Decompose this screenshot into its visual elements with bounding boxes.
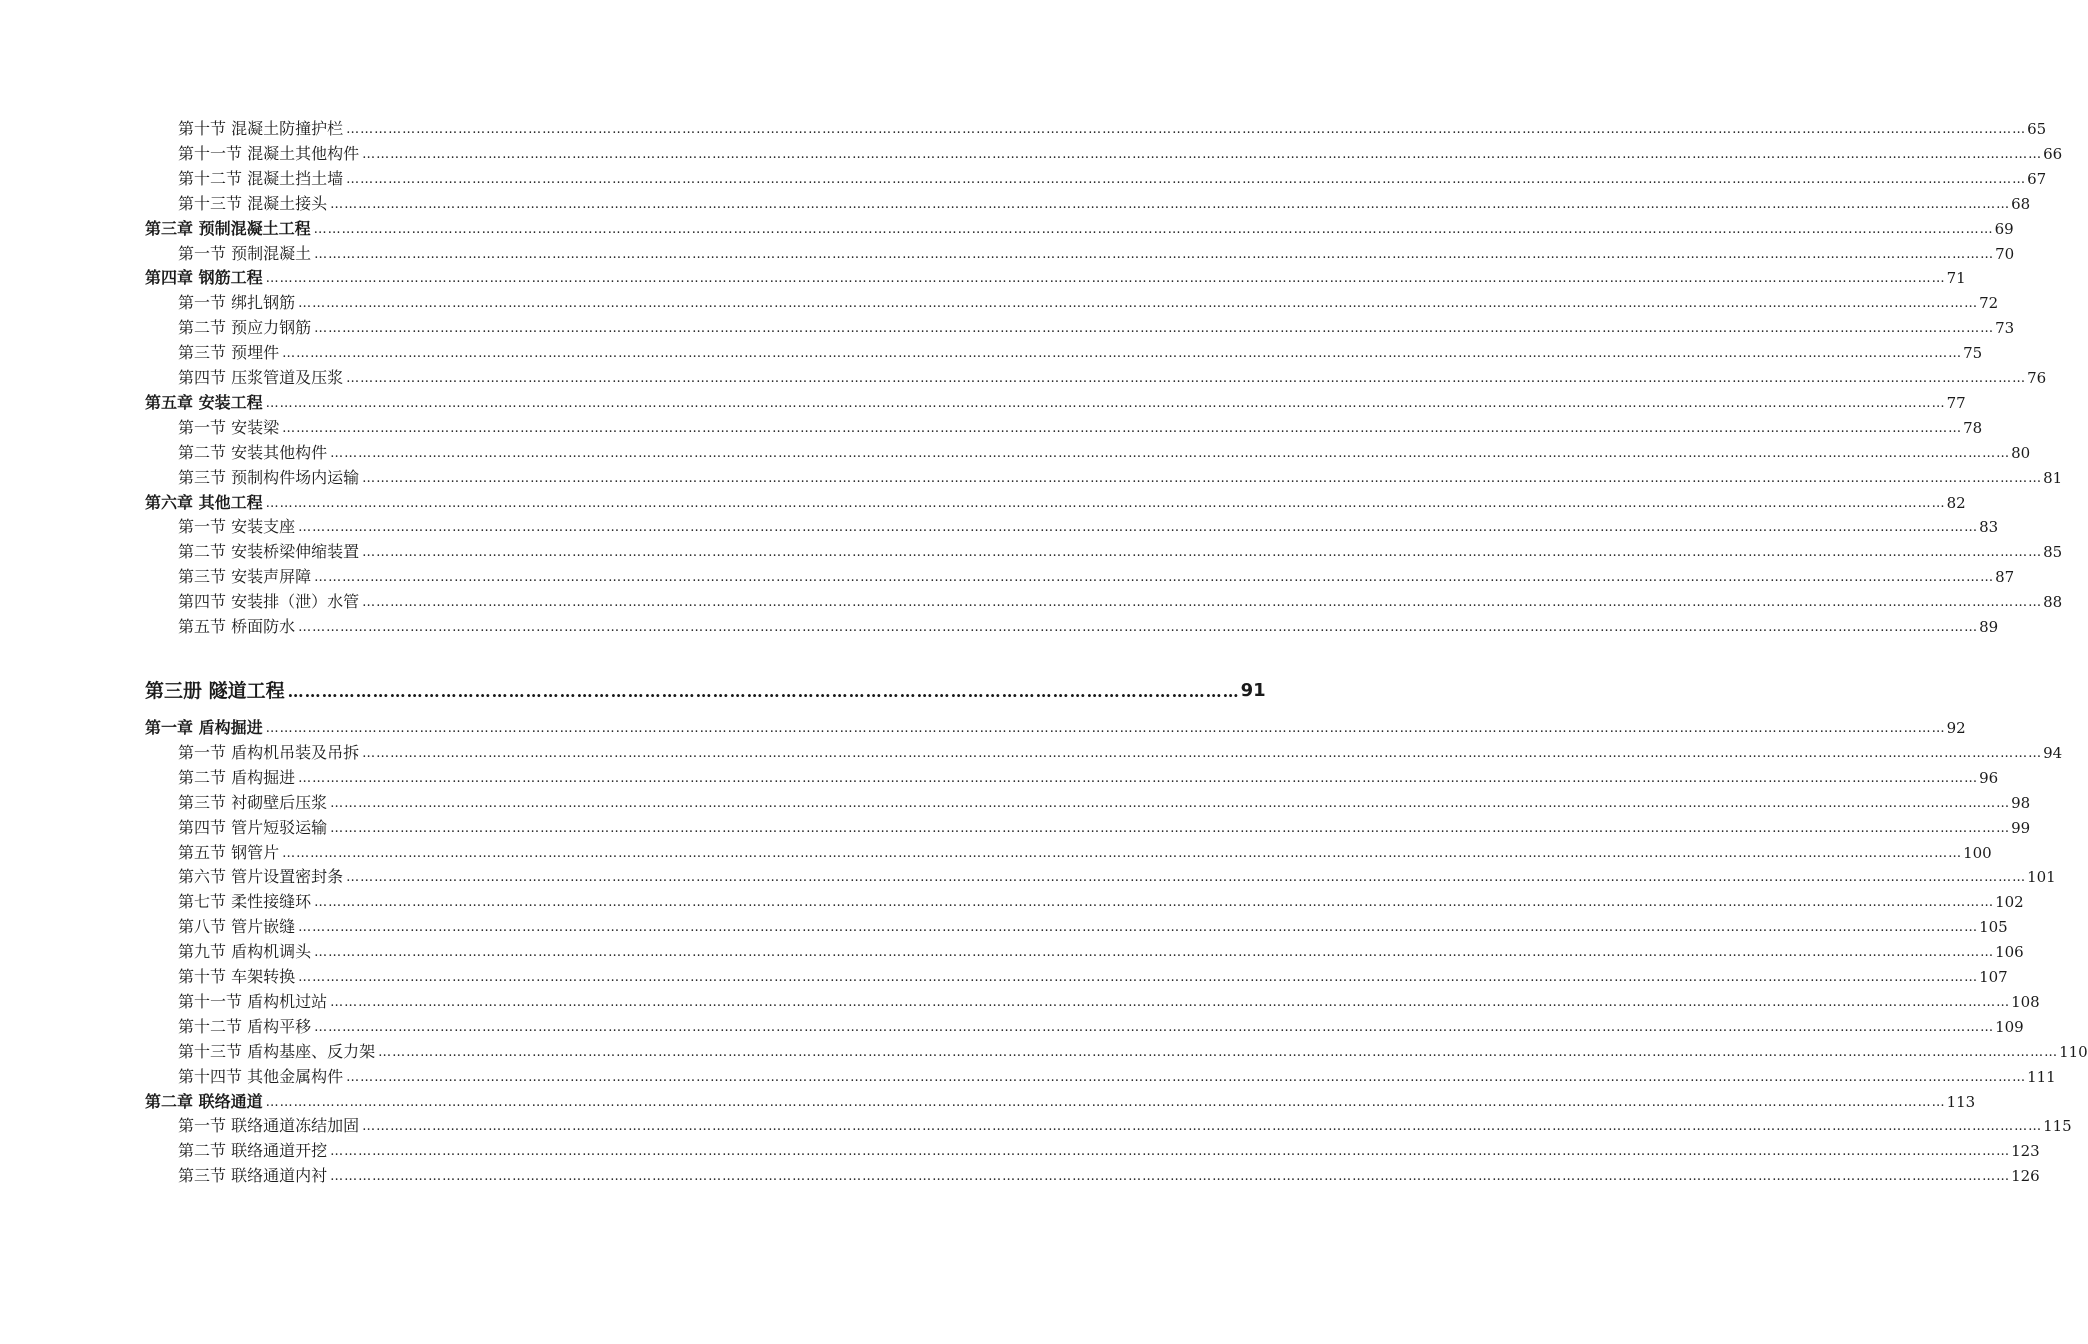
dot-leader: …………………………………………………………………………………………………………………………………………………… (287, 682, 1240, 701)
toc-section-entry[interactable] (178, 289, 1999, 313)
toc-page-number: 82 (1946, 493, 1966, 512)
dot-leader: ……………………………………………………………………………………………………………………………………………………………………………………………………………………………………………………………………………………………………………………………… (314, 321, 1995, 337)
toc-volume-label: 第三册 隧道工程 (145, 680, 285, 702)
dot-leader: ……………………………………………………………………………………………………………………………………………………………………………………………………………………………………………………………………………………………………………………………… (330, 795, 2011, 811)
toc-section-entry[interactable] (178, 1162, 2040, 1186)
toc-page-number: 101 (2027, 868, 2056, 887)
dot-leader: ……………………………………………………………………………………………………………………………………………………………………………………………………………………………………………………………………………………………………………………………… (314, 570, 1995, 586)
toc-chapter-entry[interactable] (145, 714, 1966, 738)
toc-section-entry[interactable] (178, 1137, 2040, 1161)
dot-leader: ……………………………………………………………………………………………………………………………………………………………………………………………………………………………………………………………………………………………………………………………… (314, 1019, 1995, 1035)
dot-leader: ……………………………………………………………………………………………………………………………………………………………………………………………………………………………………………………………………………………………………………………………… (298, 620, 1979, 635)
toc-page-number: 65 (2027, 120, 2047, 138)
toc-section-label: 第一节 联络通道冻结加固 (178, 1116, 360, 1136)
toc-section-label: 第二节 安装其他构件 (178, 442, 328, 462)
dot-leader: ……………………………………………………………………………………………………………………………………………………………………………………………………………………………………………………………………………………………………………………………… (298, 770, 1979, 786)
dot-leader: ……………………………………………………………………………………………………………………………………………………………………………………………………………………………………………………………………………………………………………………………… (265, 271, 1946, 287)
toc-section-entry[interactable] (178, 364, 2047, 388)
dot-leader: ……………………………………………………………………………………………………………………………………………………………………………………………………………………………………………………………………………………………………………………………… (346, 1069, 2027, 1085)
toc-section-label: 第十三节 盾构基座、反力架 (178, 1041, 376, 1061)
toc-page-number: 66 (2043, 144, 2063, 163)
toc-section-label: 第八节 管片嵌缝 (178, 917, 296, 937)
dot-leader: ……………………………………………………………………………………………………………………………………………………………………………………………………………………………………………………………………………………………………………………………… (282, 845, 1963, 861)
toc-chapter-label: 第一章 盾构掘进 (145, 718, 263, 737)
toc-section-label: 第十一节 盾构机过站 (178, 991, 328, 1011)
toc-section-entry[interactable] (178, 414, 1983, 438)
toc-section-entry[interactable] (178, 190, 2031, 214)
toc-section-entry[interactable] (178, 913, 2008, 937)
dot-leader: ……………………………………………………………………………………………………………………………………………………………………………………………………………………………………………………………………………………………………………………………… (378, 1044, 2059, 1060)
dot-leader: ……………………………………………………………………………………………………………………………………………………………………………………………………………………………………………………………………………………………………………………………… (298, 970, 1979, 985)
toc-section-entry[interactable] (178, 1063, 2056, 1087)
toc-volume-page-number: 91 (1240, 680, 1266, 701)
dot-leader: ……………………………………………………………………………………………………………………………………………………………………………………………………………………………………………………………………………………………………………………………… (362, 545, 2043, 561)
dot-leader: ……………………………………………………………………………………………………………………………………………………………………………………………………………………………………………………………………………………………………………………………… (265, 721, 1946, 736)
toc-section-label: 第一节 预制混凝土 (178, 243, 312, 263)
dot-leader: ……………………………………………………………………………………………………………………………………………………………………………………………………………………………………………………………………………………………………………………………… (346, 371, 2027, 386)
toc-page-number: 85 (2043, 543, 2063, 562)
toc-page-number: 83 (1979, 518, 1999, 537)
toc-page-number: 71 (1946, 269, 1966, 288)
toc-section-label: 第九节 盾构机调头 (178, 942, 312, 962)
dot-leader: ……………………………………………………………………………………………………………………………………………………………………………………………………………………………………………………………………………………………………………………………… (298, 520, 1979, 536)
toc-section-label: 第一节 绑扎钢筋 (178, 293, 296, 313)
toc-page-number: 68 (2011, 194, 2031, 213)
toc-section-label: 第三节 联络通道内衬 (178, 1166, 328, 1186)
toc-section-label: 第三节 预埋件 (178, 343, 280, 363)
toc-page-number: 96 (1979, 768, 1999, 787)
toc-page-number: 78 (1963, 418, 1983, 437)
dot-leader: ……………………………………………………………………………………………………………………………………………………………………………………………………………………………………………………………………………………………………………………………… (282, 346, 1963, 362)
toc-chapter-entry[interactable] (145, 489, 1966, 513)
toc-section-label: 第二节 联络通道开挖 (178, 1141, 328, 1161)
dot-leader: ……………………………………………………………………………………………………………………………………………………………………………………………………………………………………………………………………………………………………………………………… (330, 445, 2011, 461)
toc-section-label: 第四节 安装排（泄）水管 (178, 592, 360, 612)
toc-section-entry[interactable] (178, 963, 2008, 987)
toc-page-number: 72 (1979, 294, 1999, 313)
toc-page-number: 88 (2043, 593, 2063, 612)
toc-page-number: 115 (2043, 1117, 2072, 1136)
toc-section-entry[interactable] (178, 764, 1999, 788)
toc-section-label: 第一节 安装支座 (178, 517, 296, 537)
toc-page-number: 108 (2011, 992, 2040, 1011)
toc-section-entry[interactable] (178, 439, 2031, 463)
toc-section-label: 第十三节 混凝土接头 (178, 193, 328, 213)
dot-leader: ……………………………………………………………………………………………………………………………………………………………………………………………………………………………………………………………………………………………………………………………… (314, 895, 1995, 911)
toc-page-number: 126 (2011, 1167, 2040, 1186)
toc-page-number: 73 (1995, 319, 2015, 338)
toc-section-entry[interactable] (178, 789, 2031, 813)
toc-section-entry[interactable] (178, 240, 2015, 264)
dot-leader: ……………………………………………………………………………………………………………………………………………………………………………………………………………………………………………………………………………………………………………………………… (362, 595, 2043, 611)
toc-page-number: 92 (1946, 719, 1966, 737)
toc-chapter-label: 第三章 预制混凝土工程 (145, 218, 311, 238)
toc-section-label: 第十二节 盾构平移 (178, 1016, 312, 1036)
toc-page-number: 100 (1963, 843, 1992, 862)
toc-section-entry[interactable] (178, 513, 1999, 537)
toc-section-entry[interactable] (178, 140, 2063, 164)
toc-chapter-label: 第六章 其他工程 (145, 492, 263, 512)
dot-leader: ……………………………………………………………………………………………………………………………………………………………………………………………………………………………………………………………………………………………………………………………… (362, 470, 2043, 486)
toc-chapter-label: 第二章 联络通道 (145, 1091, 263, 1111)
dot-leader: ……………………………………………………………………………………………………………………………………………………………………………………………………………………………………………………………………………………………………………………………… (362, 1119, 2043, 1135)
dot-leader: ……………………………………………………………………………………………………………………………………………………………………………………………………………………………………………………………………………………………………………………………… (330, 994, 2011, 1010)
toc-section-entry[interactable] (178, 814, 2031, 838)
dot-leader: ……………………………………………………………………………………………………………………………………………………………………………………………………………………………………………………………………………………………………………………………… (330, 1144, 2011, 1160)
toc-section-entry[interactable] (178, 739, 2063, 763)
toc-page-number: 111 (2027, 1067, 2056, 1086)
toc-section-label: 第四节 压浆管道及压浆 (178, 368, 344, 387)
dot-leader: ……………………………………………………………………………………………………………………………………………………………………………………………………………………………………………………………………………………………………………………………… (346, 171, 2027, 187)
toc-section-label: 第十四节 其他金属构件 (178, 1066, 344, 1086)
toc-page-number: 105 (1979, 918, 2008, 937)
dot-leader: ……………………………………………………………………………………………………………………………………………………………………………………………………………………………………………………………………………………………………………………………… (346, 122, 2027, 137)
toc-section-entry[interactable] (178, 563, 2015, 587)
toc-page-number: 110 (2059, 1042, 2088, 1061)
toc-section-entry[interactable] (178, 339, 1983, 363)
toc-chapter-entry[interactable] (145, 1088, 1976, 1112)
toc-section-label: 第二节 安装桥梁伸缩装置 (178, 542, 360, 562)
toc-page-number: 70 (1995, 244, 2015, 263)
toc-page-number: 102 (1995, 893, 2024, 912)
toc-section-label: 第五节 钢管片 (178, 842, 280, 862)
toc-section-label: 第十二节 混凝土挡土墙 (178, 168, 344, 188)
toc-page-number: 81 (2043, 468, 2063, 487)
toc-page-number: 99 (2011, 818, 2031, 837)
toc-section-entry[interactable] (178, 588, 2063, 612)
toc-section-label: 第六节 管片设置密封条 (178, 867, 344, 887)
dot-leader: ……………………………………………………………………………………………………………………………………………………………………………………………………………………………………………………………………………………………………………………………… (298, 920, 1979, 936)
toc-section-label: 第十节 混凝土防撞护栏 (178, 119, 344, 138)
toc-section-label: 第三节 安装声屏障 (178, 567, 312, 587)
toc-page-number: 113 (1946, 1092, 1976, 1111)
toc-page-number: 123 (2011, 1142, 2040, 1161)
dot-leader: ……………………………………………………………………………………………………………………………………………………………………………………………………………………………………………………………………………………………………………………………… (282, 420, 1963, 436)
dot-leader: ……………………………………………………………………………………………………………………………………………………………………………………………………………………………………………………………………………………………………………………………… (265, 495, 1946, 511)
toc-section-label: 第五节 桥面防水 (178, 617, 296, 636)
toc-page-number: 67 (2027, 169, 2047, 188)
toc-section-entry[interactable] (178, 314, 2015, 338)
toc-section-entry[interactable] (178, 538, 2063, 562)
toc-section-label: 第三节 衬砌壁后压浆 (178, 792, 328, 812)
toc-page-number: 106 (1995, 943, 2024, 962)
toc-section-entry[interactable] (178, 464, 2063, 488)
toc-section-entry[interactable] (178, 115, 2047, 139)
toc-page-number: 107 (1979, 968, 2008, 986)
toc-page-number: 109 (1995, 1017, 2024, 1036)
dot-leader: ……………………………………………………………………………………………………………………………………………………………………………………………………………………………………………………………………………………………………………………………… (314, 246, 1995, 262)
toc-section-entry[interactable] (178, 1013, 2024, 1037)
toc-page-number: 98 (2011, 793, 2031, 812)
toc-section-label: 第一节 安装梁 (178, 417, 280, 437)
toc-section-entry[interactable] (178, 1112, 2072, 1136)
toc-page-number: 94 (2043, 743, 2063, 762)
toc-section-label: 第四节 管片短驳运输 (178, 817, 328, 837)
toc-section-entry[interactable] (178, 863, 2056, 887)
dot-leader: ……………………………………………………………………………………………………………………………………………………………………………………………………………………………………………………………………………………………………………………………… (330, 1169, 2011, 1185)
toc-section-entry[interactable] (178, 938, 2024, 962)
toc-chapter-entry[interactable] (145, 389, 1966, 413)
toc-section-label: 第十一节 混凝土其他构件 (178, 143, 360, 163)
toc-page-number: 89 (1979, 618, 1999, 636)
toc-section-label: 第二节 预应力钢筋 (178, 318, 312, 338)
toc-section-label: 第七节 柔性接缝环 (178, 892, 312, 912)
toc-chapter-label: 第五章 安装工程 (145, 392, 263, 412)
toc-section-label: 第一节 盾构机吊装及吊拆 (178, 742, 360, 762)
toc-page-number: 75 (1963, 344, 1983, 363)
dot-leader: ……………………………………………………………………………………………………………………………………………………………………………………………………………………………………………………………………………………………………………………………… (346, 870, 2027, 886)
dot-leader: ……………………………………………………………………………………………………………………………………………………………………………………………………………………………………………………………………………………………………………………………… (362, 146, 2043, 162)
toc-page-number: 87 (1995, 568, 2015, 587)
toc-page-number: 76 (2027, 369, 2047, 387)
dot-leader: ……………………………………………………………………………………………………………………………………………………………………………………………………………………………………………………………………………………………………………………………… (330, 196, 2011, 212)
dot-leader: ……………………………………………………………………………………………………………………………………………………………………………………………………………………………………………………………………………………………………………………………… (298, 296, 1979, 312)
toc-section-label: 第二节 盾构掘进 (178, 767, 296, 787)
toc-page-number: 80 (2011, 443, 2031, 462)
toc-chapter-entry[interactable] (145, 264, 1966, 288)
toc-chapter-label: 第四章 钢筋工程 (145, 268, 263, 288)
toc-section-entry[interactable] (178, 988, 2040, 1012)
dot-leader: ……………………………………………………………………………………………………………………………………………………………………………………………………………………………………………………………………………………………………………………………… (265, 1094, 1946, 1110)
dot-leader: ……………………………………………………………………………………………………………………………………………………………………………………………………………………………………………………………………………………………………………………………… (362, 745, 2043, 761)
toc-section-entry[interactable] (178, 1038, 2088, 1062)
dot-leader: ……………………………………………………………………………………………………………………………………………………………………………………………………………………………………………………………………………………………………………………………… (330, 820, 2011, 836)
toc-section-entry[interactable] (178, 839, 1992, 863)
toc-section-entry[interactable] (178, 888, 2024, 912)
toc-volume-entry[interactable] (145, 673, 1266, 703)
dot-leader: ……………………………………………………………………………………………………………………………………………………………………………………………………………………………………………………………………………………………………………………………… (313, 221, 1994, 237)
toc-page-number: 77 (1946, 393, 1966, 412)
toc-section-label: 第十节 车架转换 (178, 967, 296, 986)
dot-leader: ……………………………………………………………………………………………………………………………………………………………………………………………………………………………………………………………………………………………………………………………… (314, 945, 1995, 961)
toc-page-number: 69 (1994, 219, 2014, 238)
toc-section-label: 第三节 预制构件场内运输 (178, 467, 360, 487)
toc-section-entry[interactable] (178, 613, 1999, 637)
dot-leader: ……………………………………………………………………………………………………………………………………………………………………………………………………………………………………………………………………………………………………………………………… (265, 395, 1946, 411)
toc-section-entry[interactable] (178, 165, 2047, 189)
toc-chapter-entry[interactable] (145, 215, 2014, 239)
